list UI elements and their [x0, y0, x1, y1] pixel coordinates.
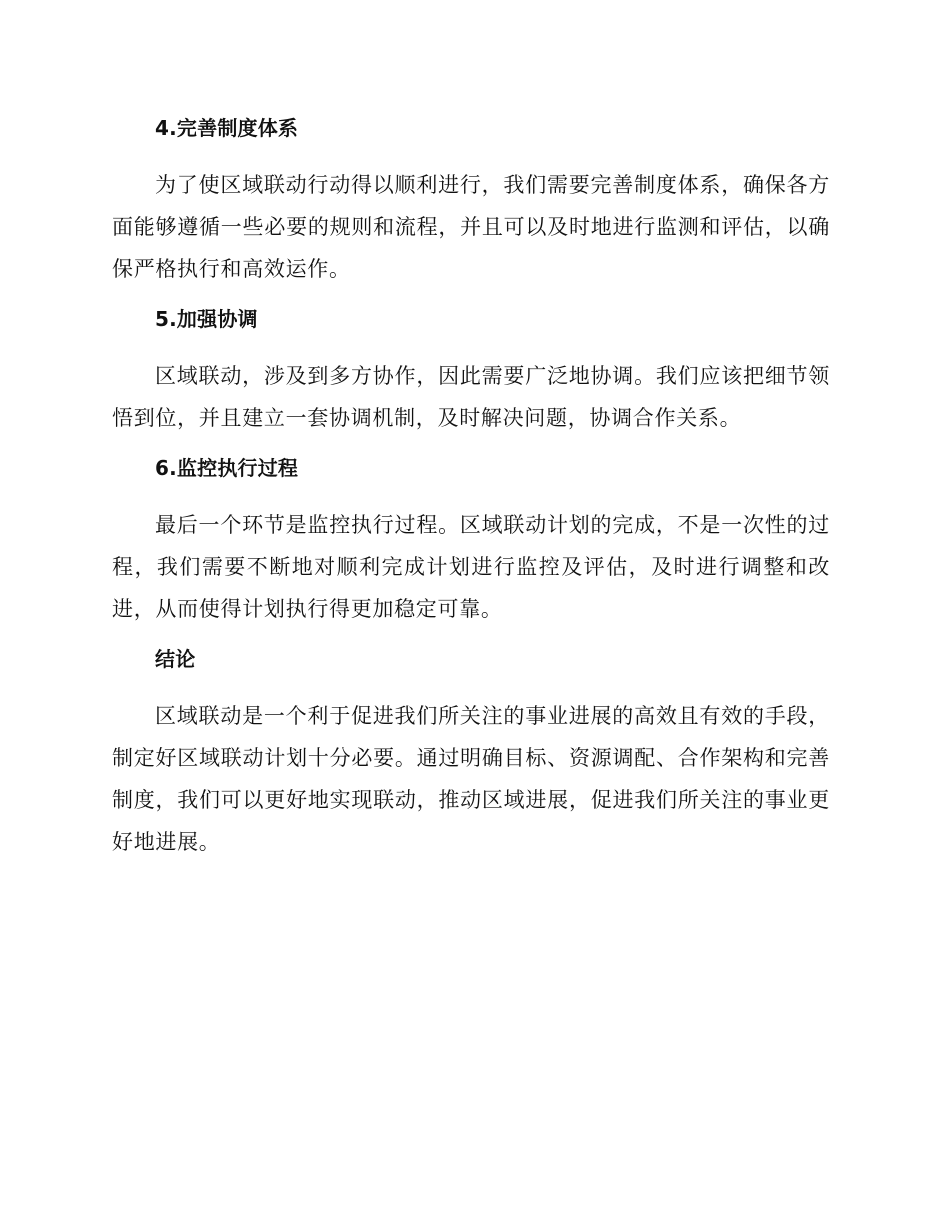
section-monitor-execution	[112, 450, 830, 630]
section-improve-system	[112, 110, 830, 290]
section-paragraph: 最后一个环节是监控执行过程。区域联动计划的完成，不是一次性的过程，我们需要不断地对顺利完成计划进行监控及评估，及时进行调整和改进，从而使得计划执行得更加稳定可靠。	[112, 513, 830, 621]
section-strengthen-coordination	[112, 301, 830, 439]
section-paragraph: 区域联动是一个利于促进我们所关注的事业进展的高效且有效的手段，制定好区域联动计划十分必要。通过明确目标、资源调配、合作架构和完善制度，我们可以更好地实现联动，推动区域进展，促进我们所关注的事业更好地进展。	[112, 704, 830, 854]
section-paragraph: 区域联动，涉及到多方协作，因此需要广泛地协调。我们应该把细节领悟到位，并且建立一套协调机制，及时解决问题，协调合作关系。	[112, 364, 830, 430]
section-conclusion	[112, 641, 830, 863]
section-heading: 结论	[155, 647, 196, 671]
section-heading: 6.监控执行过程	[155, 456, 299, 480]
section-heading: 5.加强协调	[155, 307, 258, 331]
section-heading: 4.完善制度体系	[155, 116, 299, 140]
section-paragraph: 为了使区域联动行动得以顺利进行，我们需要完善制度体系，确保各方面能够遵循一些必要的规则和流程，并且可以及时地进行监测和评估，以确保严格执行和高效运作。	[112, 173, 830, 281]
